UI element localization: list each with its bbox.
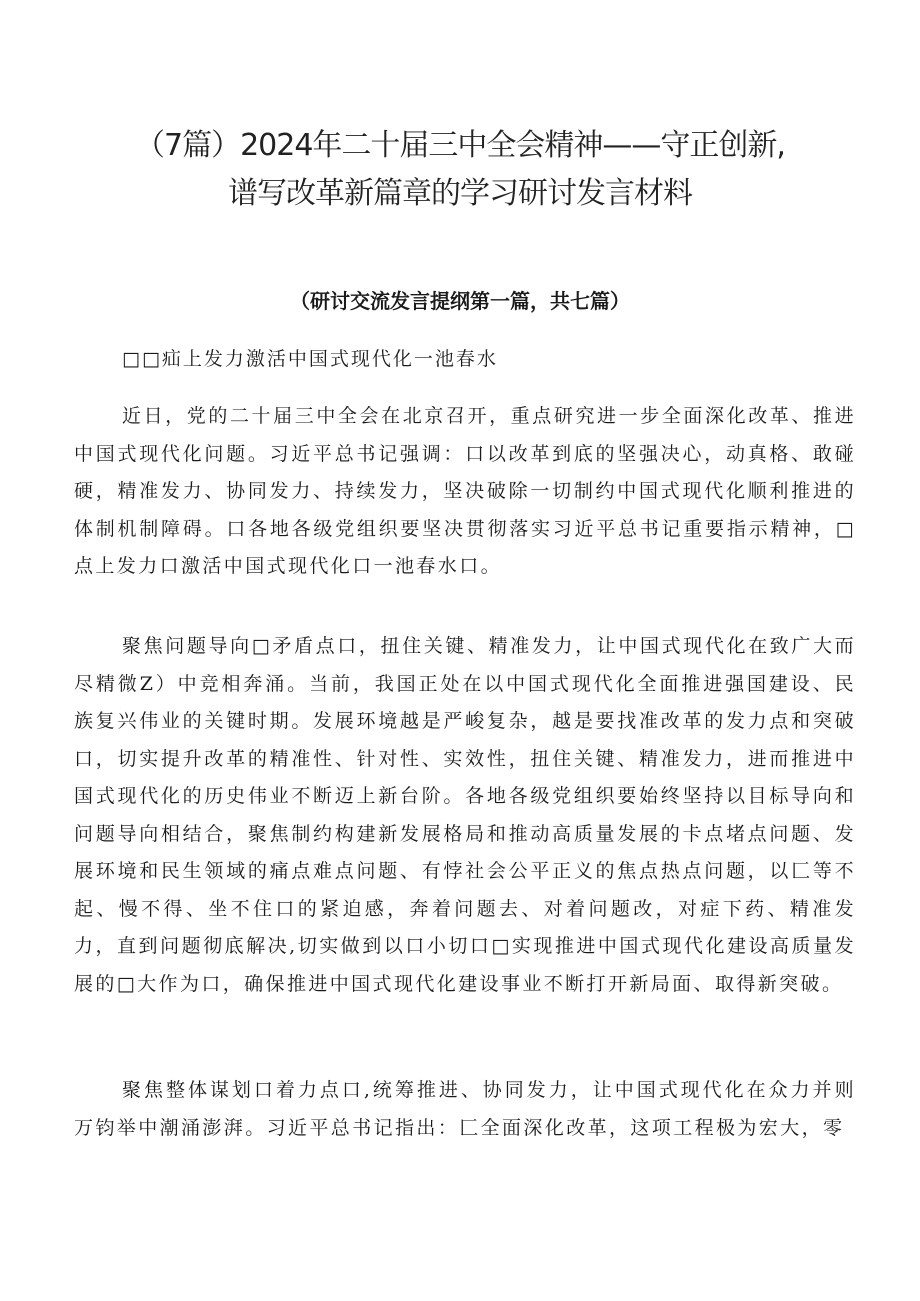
section-heading: □□疝上发力激活中国式现代化一池春水 xyxy=(122,348,498,370)
body-paragraph-2: 聚焦问题导向□矛盾点口，扭住关键、精准发力，让中国式现代化在致广大而尽精微Z）中竞相奔涌。当前，我国正处在以中国式现代化全面推进强国建设、民族复兴伟业的关键时期。发展环境越是严峻复杂，越是要找准改革的发力点和突破口，切实提升改革的精准性、针对性、实效性，扭住关键、精准发力，进而推进中国式现代化的历史伟业不断迈上新台阶。各地各级党组织要始终坚持以目标导向和问题导向相结合，聚焦制约构建新发展格局和推动高质量发展的卡点堵点问题、发展环境和民生领域的痛点难点问题、有悖社会公平正义的焦点热点问题，以匚等不起、慢不得、坐不住口的紧迫感，奔着问题去、对着问题改，对症下药、精准发力，直到问题彻底解决,切实做到以口小切口□实现推进中国式现代化建设高质量发展的□大作为口，确保推进中国式现代化建设事业不断打开新局面、取得新突破。 xyxy=(74,635,856,995)
title-line-1: （7篇）2024年二十届三中全会精神——守正创新, xyxy=(135,128,785,163)
document-subtitle: （研讨交流发言提纲第一篇，共七篇） xyxy=(290,289,630,313)
body-paragraph-3: 聚焦整体谋划口着力点口,统筹推进、协同发力，让中国式现代化在众力并则万钧举中潮涌澎湃。习近平总书记指出：匚全面深化改革，这项工程极为宏大，零 xyxy=(74,1079,856,1139)
title-line-2: 谱写改革新篇章的学习研讨发言材料 xyxy=(228,176,692,211)
document-title xyxy=(60,122,860,218)
body-paragraph-1: 近日，党的二十届三中全会在北京召开，重点研究进一步全面深化改革、推进中国式现代化问题。习近平总书记强调：口以改革到底的坚强决心，动真格、敢碰硬，精准发力、协同发力、持续发力，坚决破除一切制约中国式现代化顺利推进的体制机制障碍。口各地各级党组织要坚决贯彻落实习近平总书记重要指示精神，□点上发力口激活中国式现代化口一池春水口。 xyxy=(74,405,856,577)
